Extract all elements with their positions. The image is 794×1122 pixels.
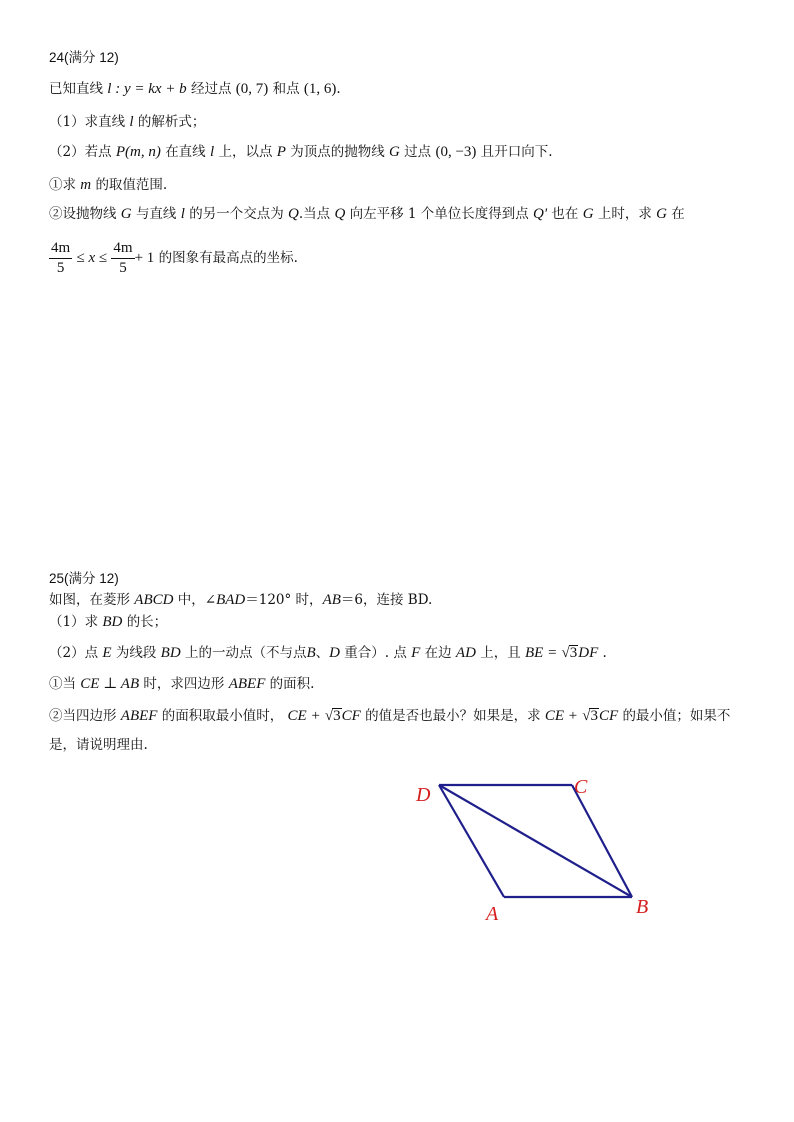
fraction-numerator: 4m (111, 239, 134, 259)
q25-sub1 (49, 674, 314, 694)
sqrt-symbol: √ (582, 708, 591, 724)
text: 过点 (404, 144, 432, 160)
segment-ad: AD (455, 645, 476, 661)
text: 的另一个交点为 (189, 206, 284, 222)
q24-part1 (49, 112, 205, 132)
text: ①当 (49, 676, 76, 692)
q24-part2 (49, 142, 553, 162)
q25-stem (49, 590, 432, 610)
text: 经过点 (190, 81, 232, 97)
point-1-6: (1, 6) (303, 81, 337, 97)
sqrt-symbol: √ (324, 708, 334, 724)
text: （1）求 (49, 614, 99, 630)
text: 上时，求 (597, 206, 652, 222)
inequality: ≤ x ≤ (76, 250, 108, 266)
text: 在边 (424, 645, 452, 661)
quad-abef: ABEF (120, 708, 158, 724)
q24-stem (49, 79, 341, 99)
text: 的值是否也最小？如果是，求 (365, 708, 541, 724)
vertex-label-d: D (416, 784, 431, 806)
point-0-neg3: (0, −3) (435, 144, 477, 160)
sqrt-radicand: 3 (590, 708, 598, 724)
var-b: B (306, 645, 316, 661)
text: ①求 (49, 177, 76, 193)
vertex-label-c: C (574, 776, 588, 798)
vertex-label-a: A (486, 903, 499, 925)
quad-abef: ABEF (228, 676, 266, 692)
text: 中，∠ (177, 592, 217, 608)
text: 且开口向下. (480, 144, 553, 160)
var-g: G (120, 206, 132, 222)
text: （1）求直线 (49, 114, 126, 130)
var-l: l (209, 144, 215, 160)
q24-header: 24(满分 12) (49, 50, 119, 65)
var-q-prime: Q' (533, 206, 548, 222)
text: . (428, 592, 433, 608)
var-g: G (582, 206, 594, 222)
q24-sub2-range (49, 238, 298, 278)
side-ad (439, 785, 504, 897)
text: 为顶点的抛物线 (290, 144, 385, 160)
point-0-7: (0, 7) (235, 81, 269, 97)
line-equation: l : y = kx + b (107, 81, 187, 97)
segment-bd: BD (160, 645, 181, 661)
fraction-numerator: 4m (49, 239, 72, 259)
text: 在 (671, 206, 685, 222)
sqrt-radicand: 3 (333, 708, 341, 724)
text: 如图，在菱形 (49, 592, 130, 608)
expression-part: CF (598, 708, 619, 724)
q25-sub2-line2: 是，请说明理由. (49, 737, 148, 753)
vertex-label-b: B (636, 896, 649, 918)
text: 的面积. (269, 676, 315, 692)
var-l: l (129, 114, 134, 130)
q25-part2 (49, 643, 607, 663)
text: ②设抛物线 (49, 206, 117, 222)
fraction-4m-over-5 (49, 239, 72, 278)
q24-sub2 (49, 204, 685, 224)
text: 时，求四边形 (143, 676, 225, 692)
perpendicular-condition: CE ⊥ AB (80, 676, 140, 692)
var-p: P (276, 144, 286, 160)
q24-sub1 (49, 175, 167, 195)
sqrt-symbol: √ (561, 645, 570, 661)
fraction-denominator: 5 (119, 260, 127, 276)
q25-part1 (49, 612, 167, 632)
text: 的面积取最小值时， (161, 708, 284, 724)
segment-bd: BD (102, 614, 123, 630)
var-q: Q (288, 206, 299, 222)
text: .当点 (298, 206, 331, 222)
var-m: m (80, 177, 92, 193)
text: 的解析式； (137, 114, 206, 130)
text: 向左平移 1 个单位长度得到点 (349, 206, 529, 222)
var-f: F (411, 645, 421, 661)
text: 上，且 (480, 645, 521, 661)
text: 上的一动点（不与点 (184, 645, 307, 661)
text: ＝120° 时， (245, 592, 323, 608)
text: ②当四边形 (49, 708, 117, 724)
text: 重合）. 点 (344, 645, 407, 661)
text: （2）若点 (49, 144, 112, 160)
text: . (602, 645, 607, 661)
text: 的长； (126, 614, 168, 630)
sqrt-radicand: 3 (569, 645, 578, 661)
equation-left: BE = (525, 645, 558, 661)
text: 的最小值；如果不 (622, 708, 731, 724)
q25-header: 25(满分 12) (49, 571, 119, 586)
rhombus-figure (400, 765, 670, 930)
text: 与直线 (135, 206, 177, 222)
point-p: P(m, n) (115, 144, 161, 160)
equation-right: DF (578, 645, 599, 661)
expression-part: CF (341, 708, 361, 724)
var-e: E (102, 645, 112, 661)
fraction-4m-over-5 (111, 239, 134, 278)
text: 的取值范围. (95, 177, 168, 193)
expression-part: CE + (287, 708, 321, 724)
text: 、 (315, 645, 330, 661)
text: 已知直线 (49, 81, 103, 97)
fraction-denominator: 5 (56, 260, 65, 276)
var-q: Q (334, 206, 346, 222)
var-g: G (656, 206, 667, 222)
text: 为线段 (115, 645, 157, 661)
q25-sub2 (49, 706, 730, 726)
text: ＝6，连接 B (340, 592, 418, 608)
angle-bad: BAD (216, 592, 246, 608)
var-l: l (180, 206, 185, 222)
var-d: D (329, 645, 340, 661)
segment-ab: AB (322, 592, 341, 608)
text: 也在 (551, 206, 579, 222)
rhombus-name: ABCD (134, 592, 174, 608)
text: . (336, 81, 341, 97)
text: 上，以点 (218, 144, 273, 160)
var-g: G (389, 144, 400, 160)
text: 和点 (272, 81, 300, 97)
plus-one: + 1 (134, 250, 155, 266)
text: D (417, 592, 429, 608)
expression-part: CE + (544, 708, 578, 724)
text: 在直线 (165, 144, 206, 160)
text: （2）点 (49, 645, 99, 661)
text: 的图象有最高点的坐标. (158, 250, 298, 266)
